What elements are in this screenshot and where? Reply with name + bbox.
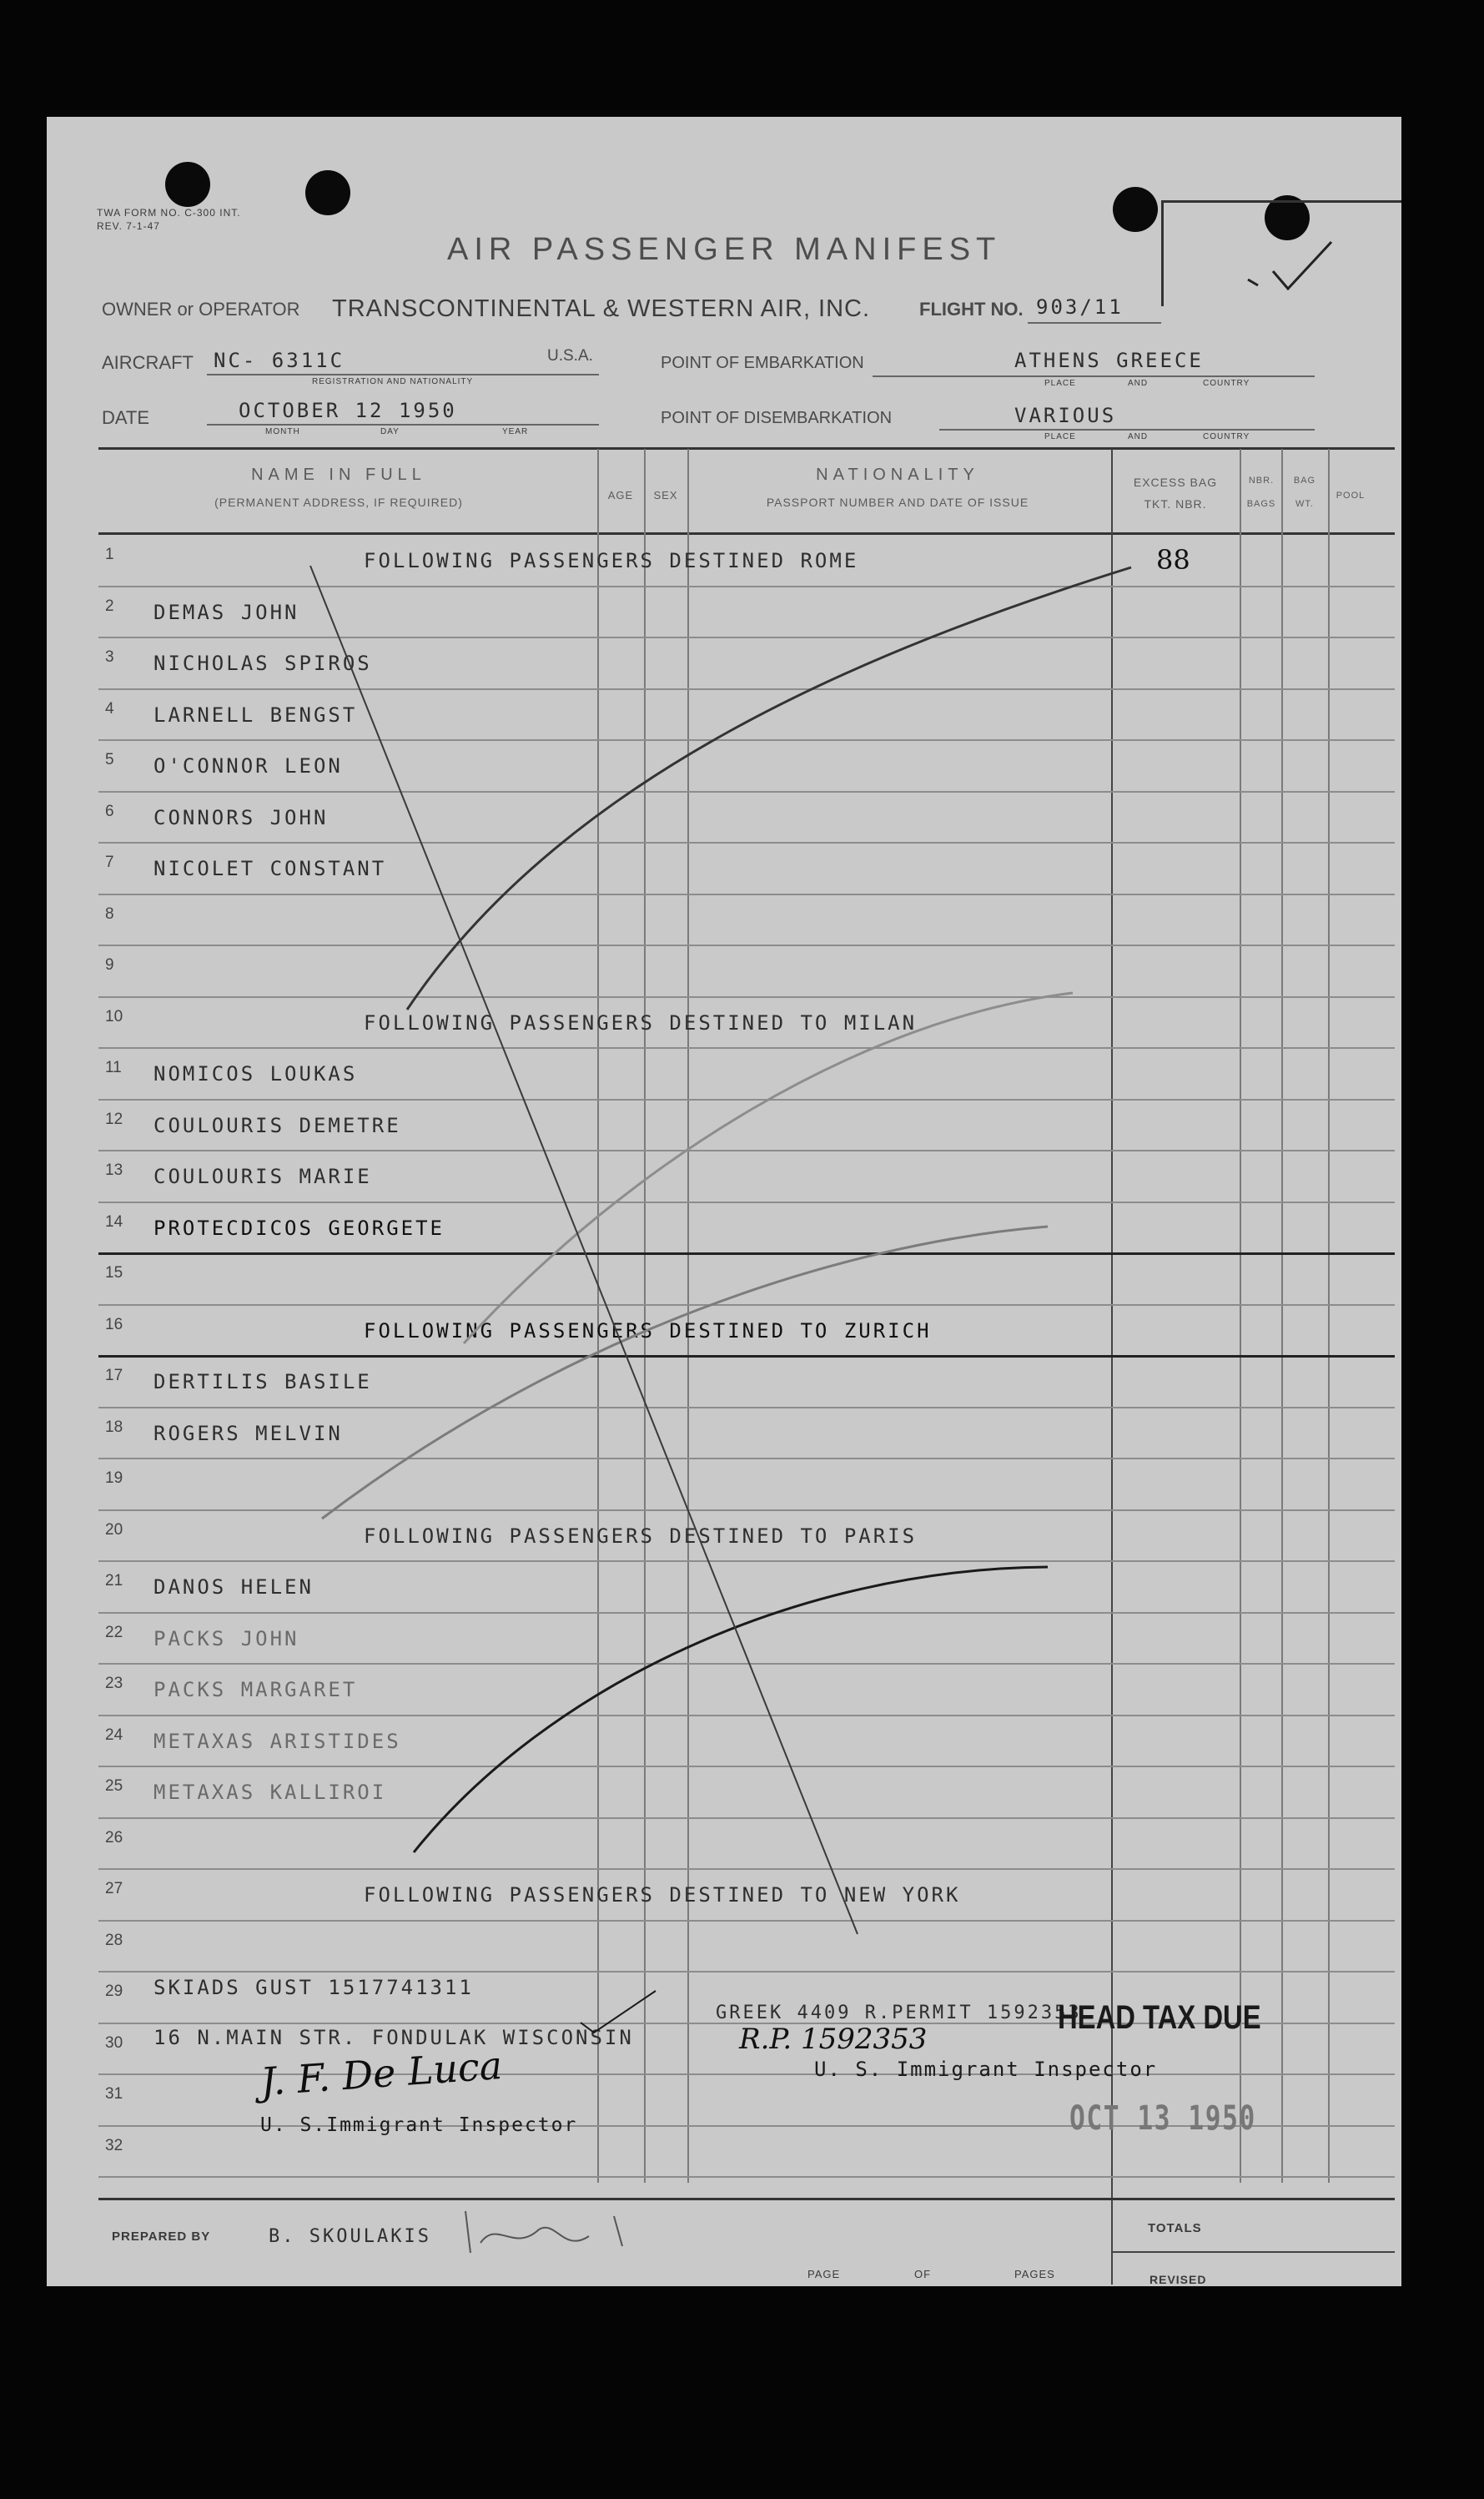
sex-column-header: SEX xyxy=(653,489,678,501)
passenger-name: COULOURIS MARIE xyxy=(153,1165,372,1188)
row-number: 26 xyxy=(105,1828,123,1847)
row-29-address: 16 N.MAIN STR. FONDULAK WISCONSIN xyxy=(153,2026,634,2049)
row-number: 2 xyxy=(105,597,114,615)
destination-heading: FOLLOWING PASSENGERS DESTINED TO NEW YORK xyxy=(364,1883,961,1907)
inspector-stamp-right: U. S. Immigrant Inspector xyxy=(814,2058,1158,2081)
row-number: 19 xyxy=(105,1469,123,1487)
destination-heading: FOLLOWING PASSENGERS DESTINED ROME xyxy=(364,549,859,572)
passenger-name: METAXAS KALLIROI xyxy=(153,1781,387,1804)
excess-bag-ticket: 88 xyxy=(1156,544,1190,576)
passenger-name: COULOURIS DEMETRE xyxy=(153,1113,401,1137)
embark-and-label: AND xyxy=(1128,379,1149,388)
prepared-by-label: PREPARED BY xyxy=(112,2229,211,2244)
manifest-sheet xyxy=(47,117,1401,2286)
row-number: 20 xyxy=(105,1520,123,1539)
cancel-curve-zurich xyxy=(322,1227,1048,1519)
name-column-header: NAME IN FULL xyxy=(251,466,426,484)
nationality-column-header: NATIONALITY xyxy=(816,466,979,484)
wt-header: WT. xyxy=(1295,499,1314,509)
page-title: AIR PASSENGER MANIFEST xyxy=(447,232,1002,267)
passenger-name: METAXAS ARISTIDES xyxy=(153,1729,401,1753)
flight-value: 903/11 xyxy=(1036,295,1124,319)
cancel-curve-paris xyxy=(414,1567,1048,1852)
owner-label: OWNER or OPERATOR xyxy=(102,299,300,320)
passenger-name: PACKS JOHN xyxy=(153,1626,299,1650)
excess-bag-header: EXCESS BAG xyxy=(1133,476,1218,489)
row-number: 15 xyxy=(105,1264,123,1282)
disembark-country-label: COUNTRY xyxy=(1203,432,1250,441)
head-tax-stamp: HEAD TAX DUE xyxy=(1058,1999,1261,2036)
cancel-curve-rome xyxy=(407,567,1131,1010)
of-label: OF xyxy=(914,2268,932,2280)
page-label: PAGE xyxy=(807,2268,841,2280)
pool-header: POOL xyxy=(1336,491,1366,501)
inspector-signature: J. F. De Luca xyxy=(259,2042,504,2105)
row-number: 14 xyxy=(105,1212,123,1231)
date-value: OCTOBER 12 1950 xyxy=(239,399,457,422)
nbr-header: NBR. xyxy=(1248,476,1275,486)
disembark-value: VARIOUS xyxy=(1014,404,1117,427)
row-number: 4 xyxy=(105,699,114,718)
revised-label: REVISED xyxy=(1149,2273,1207,2286)
form-revision: REV. 7-1-47 xyxy=(97,220,160,232)
passenger-name: SKIADS GUST 1517741311 xyxy=(153,1976,474,1999)
row-number: 27 xyxy=(105,1880,123,1897)
passenger-name: DANOS HELEN xyxy=(153,1575,314,1599)
passenger-name: NICHOLAS SPIROS xyxy=(153,652,372,675)
row-number: 31 xyxy=(105,2085,123,2103)
check-mark-row-29 xyxy=(581,1991,656,2033)
row-number: 16 xyxy=(105,1315,123,1333)
embark-value: ATHENS GREECE xyxy=(1014,349,1204,372)
embark-label: POINT OF EMBARKATION xyxy=(661,354,864,372)
row-number: 32 xyxy=(105,2136,123,2154)
flight-label: FLIGHT NO. xyxy=(919,299,1024,320)
row-number: 21 xyxy=(105,1572,123,1590)
row-number: 3 xyxy=(105,648,114,666)
row-29-nationality: GREEK 4409 R.PERMIT 1592353 xyxy=(716,2003,1082,2023)
row-number: 9 xyxy=(105,956,114,974)
passenger-name: DERTILIS BASILE xyxy=(153,1370,372,1393)
prepared-by-scribble xyxy=(465,2211,622,2253)
prepared-by-value: B. SKOULAKIS xyxy=(269,2226,431,2247)
date-year-label: YEAR xyxy=(502,427,529,436)
row-number: 10 xyxy=(105,1007,123,1025)
row-number: 30 xyxy=(105,2033,123,2052)
row-number: 23 xyxy=(105,1675,123,1692)
passenger-name: NOMICOS LOUKAS xyxy=(153,1062,358,1086)
row-number: 24 xyxy=(105,1726,123,1744)
passenger-name: O'CONNOR LEON xyxy=(153,754,343,778)
owner-value: TRANSCONTINENTAL & WESTERN AIR, INC. xyxy=(332,295,871,322)
passenger-name: NICOLET CONSTANT xyxy=(153,857,387,880)
pencil-cancellation-marks xyxy=(47,117,1401,2286)
aircraft-sublabel: REGISTRATION AND NATIONALITY xyxy=(312,377,474,386)
row-number: 7 xyxy=(105,854,114,871)
destination-heading: FOLLOWING PASSENGERS DESTINED TO ZURICH xyxy=(364,1318,932,1343)
row-number: 18 xyxy=(105,1418,123,1436)
row-29-handwritten-permit: R.P. 1592353 xyxy=(739,2023,928,2056)
embark-place-label: PLACE xyxy=(1044,379,1076,388)
row-number: 17 xyxy=(105,1367,123,1384)
aircraft-country: U.S.A. xyxy=(547,347,593,365)
name-column-subheader: (PERMANENT ADDRESS, IF REQUIRED) xyxy=(214,496,463,509)
aircraft-label: AIRCRAFT xyxy=(102,352,194,373)
age-column-header: AGE xyxy=(607,489,634,501)
destination-heading: FOLLOWING PASSENGERS DESTINED TO MILAN xyxy=(364,1010,918,1035)
inspector-stamp-left: U. S.Immigrant Inspector xyxy=(260,2114,578,2136)
row-number: 11 xyxy=(105,1059,122,1076)
destination-heading: FOLLOWING PASSENGERS DESTINED TO PARIS xyxy=(364,1524,918,1548)
bag-header: BAG xyxy=(1293,476,1316,486)
row-number: 29 xyxy=(105,1983,123,2000)
bags-header: BAGS xyxy=(1246,499,1276,509)
date-day-label: DAY xyxy=(380,427,400,436)
date-label: DATE xyxy=(102,407,150,428)
row-number: 12 xyxy=(105,1110,123,1128)
cancel-curve-milan xyxy=(464,993,1073,1343)
row-number: 8 xyxy=(105,904,114,923)
cancel-diagonal-line xyxy=(310,566,858,1934)
row-number: 28 xyxy=(105,1931,123,1949)
passenger-name: ROGERS MELVIN xyxy=(153,1421,343,1445)
row-number: 25 xyxy=(105,1777,123,1795)
passenger-name: PROTECDICOS GEORGETE xyxy=(153,1216,445,1240)
nationality-column-subheader: PASSPORT NUMBER AND DATE OF ISSUE xyxy=(766,496,1029,509)
passenger-name: DEMAS JOHN xyxy=(153,600,299,624)
totals-label: TOTALS xyxy=(1148,2221,1202,2235)
tkt-nbr-header: TKT. NBR. xyxy=(1144,497,1207,511)
row-number: 22 xyxy=(105,1623,123,1641)
disembark-and-label: AND xyxy=(1128,432,1149,441)
embark-country-label: COUNTRY xyxy=(1203,379,1250,388)
row-number: 5 xyxy=(105,751,114,768)
passenger-name: PACKS MARGARET xyxy=(153,1678,358,1701)
date-month-label: MONTH xyxy=(265,427,300,436)
row-number: 6 xyxy=(105,802,114,820)
pages-label: PAGES xyxy=(1014,2268,1055,2280)
form-number: TWA FORM NO. C-300 INT. xyxy=(97,207,241,219)
disembark-place-label: PLACE xyxy=(1044,432,1076,441)
disembark-label: POINT OF DISEMBARKATION xyxy=(661,409,893,427)
date-received-stamp: OCT 13 1950 xyxy=(1069,2099,1256,2138)
row-number: 1 xyxy=(105,546,114,563)
aircraft-value: NC- 6311C xyxy=(214,349,345,372)
passenger-name: CONNORS JOHN xyxy=(153,805,329,829)
row-number: 13 xyxy=(105,1161,123,1179)
passenger-name: LARNELL BENGST xyxy=(153,703,358,727)
